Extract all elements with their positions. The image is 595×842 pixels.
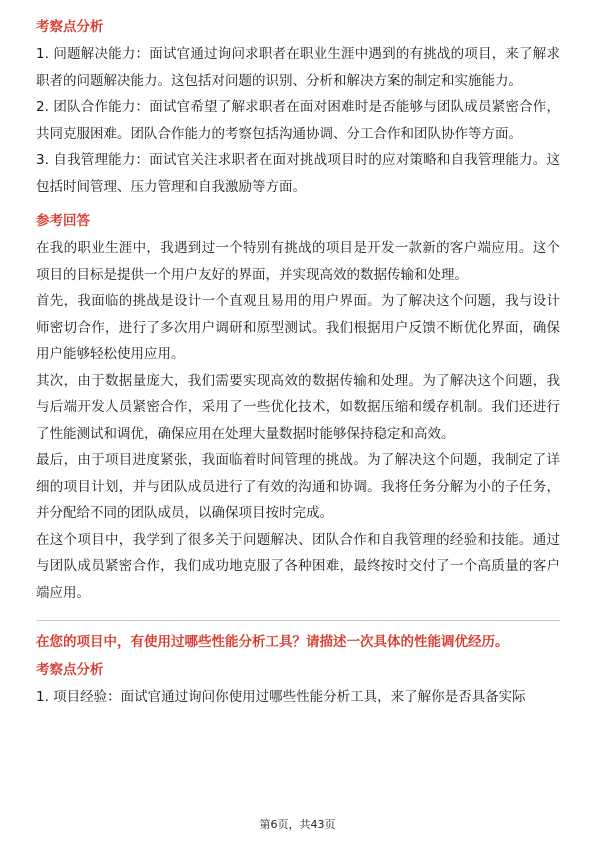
answer-paragraph-3: 其次，由于数据量庞大，我们需要实现高效的数据传输和处理。为了解决这个问题，我与后端开发人员紧密合作，采用了一些优化技术，如数据压缩和缓存机制。我们还进行了性能测试和调优，确保应用在处理大量数据时能够保持稳定和高效。 [36,372,560,442]
interview-question-title: 在您的项目中，有使用过哪些性能分析工具？请描述一次具体的性能调优经历。 [36,634,509,650]
analysis-item-1: 1. 问题解决能力：面试官通过询问求职者在职业生涯中遇到的有挑战的项目，来了解求职者的问题解决能力。这包括对问题的识别、分析和解决方案的制定和实施能力。 [36,46,560,89]
analysis-item-3: 3. 自我管理能力：面试官关注求职者在面对挑战项目时的应对策略和自我管理能力。这包括时间管理、压力管理和自我激励等方面。 [36,152,560,195]
section-heading-reference-answer: 参考回答 [36,213,90,229]
answer-paragraph-1: 在我的职业生涯中，我遇到过一个特别有挑战的项目是开发一款新的客户端应用。这个项目的目标是提供一个用户友好的界面，并实现高效的数据传输和处理。 [36,240,560,283]
section-heading-analysis: 考察点分析 [36,19,104,35]
section-heading-analysis-2: 考察点分析 [36,662,104,678]
section-spacer [36,200,560,210]
answer-paragraph-5: 在这个项目中，我学到了很多关于问题解决、团队合作和自我管理的经验和技能。通过与团队成员紧密合作，我们成功地克服了各种困难，最终按时交付了一个高质量的客户端应用。 [36,531,560,601]
page-number: 第6页，共43页 [259,818,336,831]
answer-paragraph-2: 首先，我面临的挑战是设计一个直观且易用的用户界面。为了解决这个问题，我与设计师密切合作，进行了多次用户调研和原型测试。我们根据用户反馈不断优化界面，确保用户能够轻松使用应用。 [36,293,560,362]
analysis-item-project-experience: 1. 项目经验：面试官通过询问你使用过哪些性能分析工具，来了解你是否具备实际 [36,689,526,705]
section-divider [36,620,560,621]
page-content [36,16,560,711]
analysis-item-2: 2. 团队合作能力：面试官希望了解求职者在面对困难时是否能够与团队成员紧密合作，共同克服困难。团队合作能力的考察包括沟通协调、分工合作和团队协作等方面。 [36,99,560,142]
answer-paragraph-4: 最后，由于项目进度紧张，我面临着时间管理的挑战。为了解决这个问题，我制定了详细的项目计划，并与团队成员进行了有效的沟通和协调。我将任务分解为小的子任务，并分配给不同的团队成员，以确保项目按时完成。 [36,452,560,521]
